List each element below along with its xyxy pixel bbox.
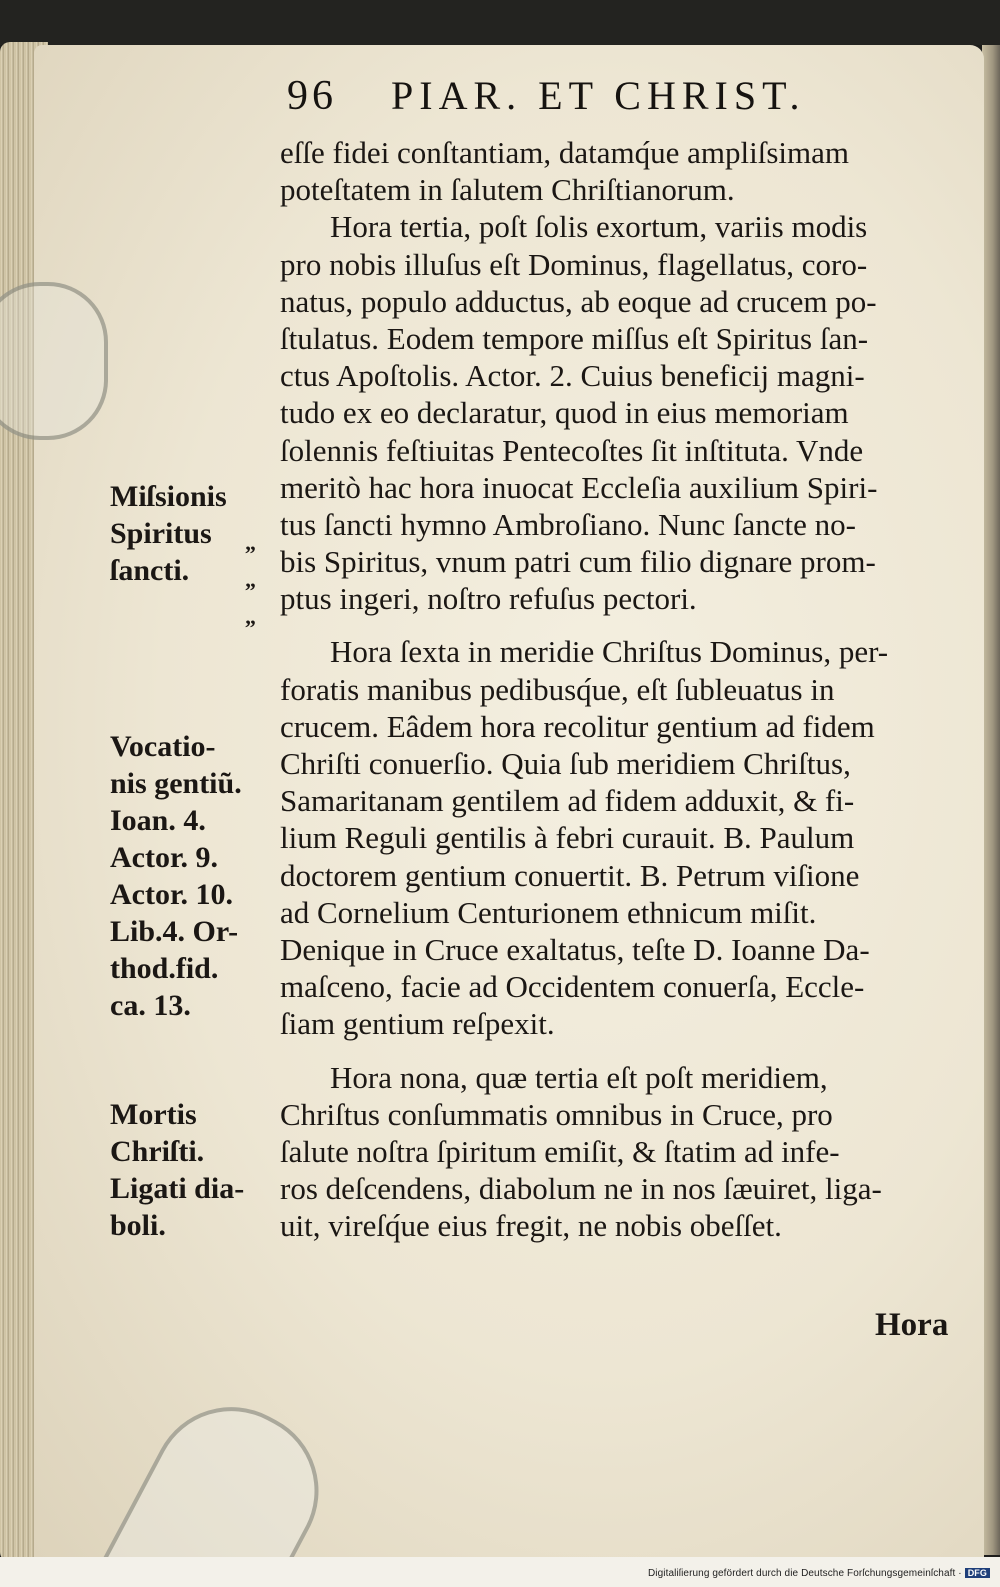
marginal-note-line: Vocatio- xyxy=(110,730,216,763)
page-number: 96 xyxy=(287,73,337,119)
marginal-note-line: Chriſti. xyxy=(110,1135,205,1168)
text-line: Samaritanam gentilem ad fidem adduxit, & fi- xyxy=(280,783,855,819)
marginal-note-mortis xyxy=(110,1096,280,1244)
running-title: PIAR. ET CHRIST. xyxy=(391,73,806,118)
text-line: tudo ex eo declaratur, quod in eius memoriam xyxy=(280,395,849,431)
text-line: ctus Apoſtolis. Actor. 2. Cuius beneficij magni- xyxy=(280,358,865,394)
text-line: poteſtatem in ſalutem Chriſtianorum. xyxy=(280,172,735,208)
page-edge-right xyxy=(982,45,1000,1555)
marginal-note-line: Ligati dia- xyxy=(110,1172,245,1205)
text-line: ſtulatus. Eodem tempore miſſus eſt Spiritus ſan- xyxy=(280,320,869,356)
page-header xyxy=(287,72,927,120)
main-text xyxy=(280,134,962,1244)
text-line: tus ſancti hymno Ambroſiano. Nunc ſancte no- xyxy=(280,506,856,542)
text-line: pro nobis illuſus eſt Dominus, flagellatus, coro- xyxy=(280,246,868,282)
scan-background xyxy=(0,0,1000,45)
text-line: ſalute noſtra ſpiritum emiſit, & ſtatim ad infe- xyxy=(280,1133,840,1169)
text-line: ptus ingeri, noſtro refuſus pectori. xyxy=(280,581,697,617)
text-line: Chriſtus conſummatis omnibus in Cruce, pro xyxy=(280,1096,833,1132)
text-line: ſiam gentium reſpexit. xyxy=(280,1006,555,1042)
text-line: natus, populo adductus, ab eoque ad crucem po- xyxy=(280,283,877,319)
marginal-note-line: ca. 13. xyxy=(110,989,191,1022)
text-line: Hora nona, quæ tertia eſt poſt meridiem, xyxy=(330,1059,828,1095)
text-line: Hora ſexta in meridie Chriſtus Dominus, per- xyxy=(330,634,889,670)
quote-mark: „ xyxy=(245,567,256,592)
text-line: uit, vireſq́ue eius fregit, ne nobis obeſſet. xyxy=(280,1208,782,1244)
text-line: Chriſti conuerſio. Quia ſub meridiem Chriſtus, xyxy=(280,746,851,781)
text-line: eſſe fidei conſtantiam, datamq́ue ampliſsimam xyxy=(280,135,850,170)
text-line: meritò hac hora inuocat Eccleſia auxilium Spiri- xyxy=(280,469,878,505)
marginal-note-line: Lib.4. Or- xyxy=(110,915,239,948)
marginal-note-vocationis xyxy=(110,728,280,1024)
digitization-credit xyxy=(648,1568,990,1579)
marginal-note-line: Mortis xyxy=(110,1098,197,1131)
quote-mark: „ xyxy=(245,604,256,629)
quote-mark: „ xyxy=(245,530,256,555)
marginal-note-line: Actor. 9. xyxy=(110,841,219,874)
marginal-note-line: Actor. 10. xyxy=(110,878,234,911)
text-line: crucem. Eâdem hora recolitur gentium ad fidem xyxy=(280,708,875,744)
marginal-note-line: ſancti. xyxy=(110,554,190,587)
text-line: ſolennis feſtiuitas Pentecoſtes ſit inſtituta. Vnde xyxy=(280,432,864,468)
marginal-note-line: nis gentiũ. xyxy=(110,767,242,800)
marginal-note-line: boli. xyxy=(110,1209,166,1242)
marginal-note-line: Spiritus xyxy=(110,517,212,550)
text-line: doctorem gentium conuertit. B. Petrum viſione xyxy=(280,857,860,893)
dfg-logo: DFG xyxy=(965,1568,990,1578)
catchword: Hora xyxy=(875,1307,949,1343)
marginal-note-line: thod.fid. xyxy=(110,952,219,985)
text-line: foratis manibus pedibusq́ue, eſt ſubleuatus in xyxy=(280,671,835,707)
text-line: Denique in Cruce exaltatus, teſte D. Ioanne Da- xyxy=(280,931,870,967)
text-line: lium Reguli gentilis à febri curauit. B. Paulum xyxy=(280,820,855,856)
marginal-note-line: Ioan. 4. xyxy=(110,804,206,837)
page-clip xyxy=(0,282,108,440)
marginal-note-line: Miſsionis xyxy=(110,480,227,513)
text-line: ros deſcendens, diabolum ne in nos ſæuiret, liga- xyxy=(280,1171,882,1207)
text-line: Hora tertia, poſt ſolis exortum, variis modis xyxy=(330,209,868,245)
credit-text: Digitaliſierung gefördert durch die Deutsche Forſchungsgemeinſchaft · xyxy=(647,1568,962,1579)
text-line: maſceno, facie ad Occidentem conuerſa, Eccle- xyxy=(280,969,865,1005)
text-line: bis Spiritus, vnum patri cum filio dignare prom- xyxy=(280,544,876,580)
text-line: ad Cornelium Centurionem ethnicum miſit. xyxy=(280,894,817,930)
